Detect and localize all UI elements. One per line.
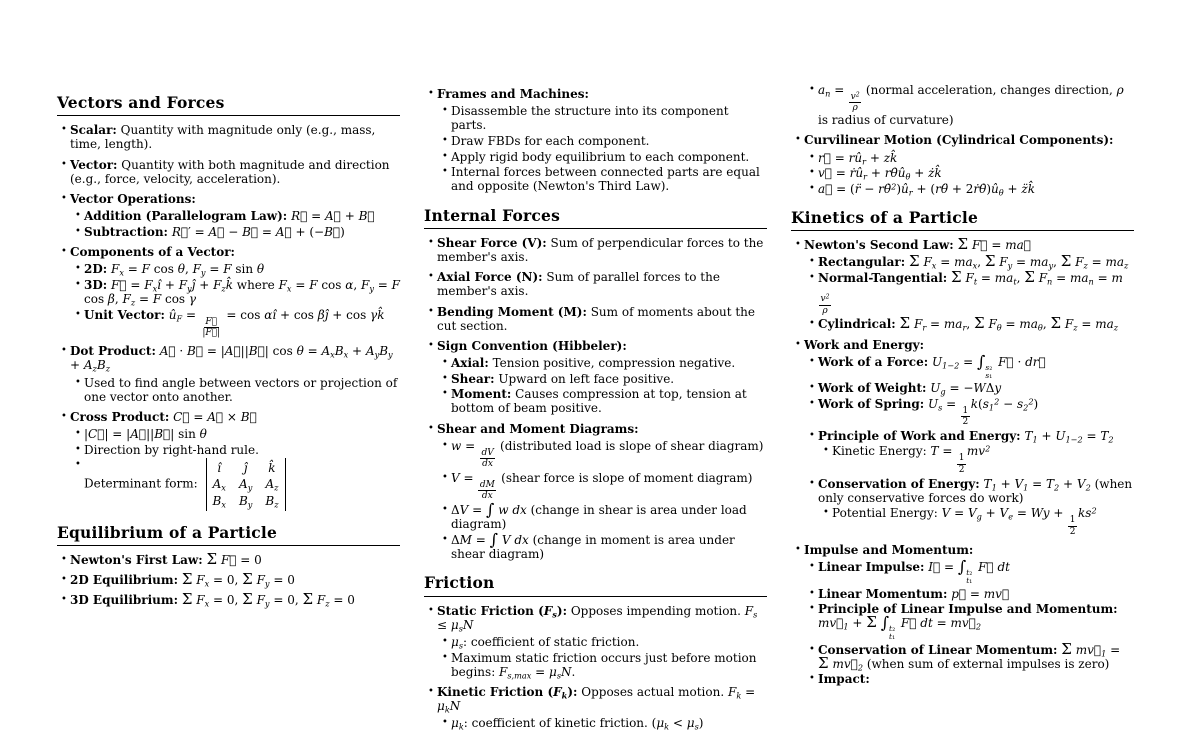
column-left: [57, 81, 400, 626]
list-item: • 2D Equilibrium: Σ $F_x = 0$, Σ $F_y = 0$: [57, 573, 400, 587]
list-item: • Axial: Tension positive, compression negative.: [424, 356, 767, 370]
list-item: • Moment: Causes compression at top, tension at bottom of beam positive.: [424, 387, 767, 415]
column-middle: [424, 81, 767, 731]
list-item: • Scalar: Quantity with magnitude only (e.g., mass, time, length).: [57, 123, 400, 151]
list-item: • $\mu_s$: coefficient of static friction.: [424, 635, 767, 649]
list-item: • Impact:: [791, 672, 1134, 686]
list-item: • Work and Energy:: [791, 338, 1134, 352]
list-item: • Principle of Work and Energy: $T_1 + U_{1-2} = T_2$: [791, 429, 1134, 443]
list-item: • Bending Moment (M): Sum of moments about the cut section.: [424, 305, 767, 333]
section-heading: Kinetics of a Particle: [791, 209, 1134, 231]
list-item: • Linear Momentum: p⃗ = mv⃗: [791, 587, 1134, 601]
list-item: • Conservation of Linear Momentum: Σ $mv⃗_1 = \Sigma$ $mv⃗_2$ (when sum of external impulses is zero): [791, 643, 1134, 671]
list-item: • Used to find angle between vectors or projection of one vector onto another.: [57, 376, 400, 404]
list-item: • Shear Force (V): Sum of perpendicular forces to the member's axis.: [424, 236, 767, 264]
list-item: • Cylindrical: Σ $F_r = ma_r$, Σ $F_\theta = ma_\theta$, Σ $F_z = ma_z$: [791, 317, 1134, 331]
list-item: • Draw FBDs for each component.: [424, 134, 767, 148]
list-item: • $a_n$ = $\frac{v^2}{\rho}$ (normal acceleration, changes direction, ρ is radius of curvature): [791, 83, 1134, 128]
list-item: • Axial Force (N): Sum of parallel forces to the member's axis.: [424, 270, 767, 298]
list-item: • Unit Vector: $û_F$ = $\frac{F⃗}{|F⃗|}$ = cos αî + cos βĵ + cos γk̂: [57, 308, 400, 339]
list-item: • Cross Product: C⃗ = A⃗ × B⃗: [57, 410, 400, 424]
list-item: • Vector Operations:: [57, 192, 400, 206]
list-item: • Linear Impulse: I⃗ = ∫ t₂ t₁ F⃗ dt: [791, 560, 1134, 585]
column-right: [791, 81, 1134, 687]
section-heading: Friction: [424, 574, 767, 596]
list-item: • Sign Convention (Hibbeler):: [424, 339, 767, 353]
list-item: • ΔV = ∫ w dx (change in shear is area under load diagram): [424, 503, 767, 531]
list-item: • Maximum static friction occurs just before motion begins: $F_{s,max} = \mu_sN$.: [424, 651, 767, 679]
list-item: • Kinetic Energy: T = $\frac{1}{2}$ $mv^2$: [791, 444, 1134, 475]
list-item: • V = $\frac{dM}{dx}$ (shear force is slope of moment diagram): [424, 471, 767, 502]
list-item: • Work of a Force: $U_{1-2}$ = ∫ s₂ s₁ F⃗ · dr⃗: [791, 355, 1134, 380]
list-item: • Work of Weight: $U_g = -W\Delta y$: [791, 381, 1134, 395]
list-item: • Shear: Upward on left face positive.: [424, 372, 767, 386]
list-item: • Components of a Vector:: [57, 245, 400, 259]
list-item: • |C⃗| = |A⃗||B⃗| sin θ: [57, 427, 400, 441]
list-item: • Principle of Linear Impulse and Momentum: $mv⃗_1 + \Sigma$ ∫ t₂ t₁ F⃗ dt = $mv⃗_2$: [791, 602, 1134, 641]
list-item: • Direction by right-hand rule.: [57, 443, 400, 457]
list-item: • Dot Product: A⃗ · B⃗ = |A⃗||B⃗| $\cos \theta = A_xB_x + A_yB_y + A_zB_z$: [57, 344, 400, 372]
section-heading: Equilibrium of a Particle: [57, 524, 400, 546]
list-item: • Subtraction: R⃗′ = A⃗ − B⃗ = A⃗ + (−B⃗): [57, 225, 400, 239]
list-item: • r⃗ = $rû_r$ + zk̂: [791, 151, 1134, 165]
list-item: • 3D: F⃗ = $F_xî$ + $F_yĵ$ + $F_zk̂$ where $F_x = F$ cos α, $F_y = F$ cos β, $F_z = F$ cos γ: [57, 278, 400, 306]
list-item: • Kinetic Friction $(F_k)$: Opposes actual motion. $F_k = \mu_kN$: [424, 685, 767, 713]
list-item: • Rectangular: Σ $F_x = ma_x$, Σ $F_y = ma_y$, Σ $F_z = ma_z$: [791, 255, 1134, 269]
list-item: • Static Friction $(F_s)$: Opposes impending motion. $F_s \le \mu_sN$: [424, 604, 767, 632]
list-item: • ΔM = ∫ V dx (change in moment is area under shear diagram): [424, 533, 767, 561]
list-item: • Newton's First Law: Σ F⃗ = 0: [57, 553, 400, 567]
list-item: • Shear and Moment Diagrams:: [424, 422, 767, 436]
list-item: • Apply rigid body equilibrium to each component.: [424, 150, 767, 164]
list-item: • Curvilinear Motion (Cylindrical Components):: [791, 133, 1134, 147]
list-item: • v⃗ = ṙû$_r$ + $r\thetȧû_\theta$ + żk̂: [791, 166, 1134, 180]
list-item: • a⃗ = (r̈ − $r\thetȧ^2)û_r$ + (rθ̈ + $2ṙ\thetȧ)û_\theta$ + z̈k̂: [791, 182, 1134, 196]
list-item: • Vector: Quantity with both magnitude and direction (e.g., force, velocity, acceleration).: [57, 158, 400, 186]
list-item: • Work of Spring: $U_s$ = $\frac{1}{2}$ $k(s_1^2 - s_2^2)$: [791, 397, 1134, 428]
section-heading: Internal Forces: [424, 207, 767, 229]
list-item: • 3D Equilibrium: Σ $F_x = 0$, Σ $F_y = 0$, Σ $F_z = 0$: [57, 593, 400, 607]
list-item: • Internal forces between connected parts are equal and opposite (Newton's Third Law).: [424, 165, 767, 193]
list-item: • Frames and Machines:: [424, 87, 767, 101]
list-item: • Newton's Second Law: Σ F⃗ = ma⃗: [791, 238, 1134, 252]
list-item: • Potential Energy: $V = V_g + V_e = Wy$ + $\frac{1}{2}$ $ks^2$: [791, 506, 1134, 537]
list-item: • Determinant form: î ĵ k̂ $A_x$ $A_y$ $A_z$ $B_x$ $B_y$ $B_z$: [57, 458, 400, 510]
list-item: • Impulse and Momentum:: [791, 543, 1134, 557]
list-item: • Normal-Tangential: Σ $F_t = ma_t$, Σ $F_n = ma_n = m$ $\frac{v^2}{\rho}$: [791, 271, 1134, 316]
list-item: • 2D: $F_x = F$ cos θ, $F_y = F$ sin θ: [57, 262, 400, 276]
section-heading: Vectors and Forces: [57, 94, 400, 116]
list-item: • Disassemble the structure into its component parts.: [424, 104, 767, 132]
list-item: • $\mu_k$: coefficient of kinetic friction. $(\mu_k < \mu_s)$: [424, 716, 767, 730]
list-item: • w = $\frac{dV}{dx}$ (distributed load is slope of shear diagram): [424, 439, 767, 470]
list-item: • Conservation of Energy: $T_1 + V_1 = T_2 + V_2$ (when only conservative forces do work): [791, 477, 1134, 505]
list-item: • Addition (Parallelogram Law): R⃗ = A⃗ + B⃗: [57, 209, 400, 223]
